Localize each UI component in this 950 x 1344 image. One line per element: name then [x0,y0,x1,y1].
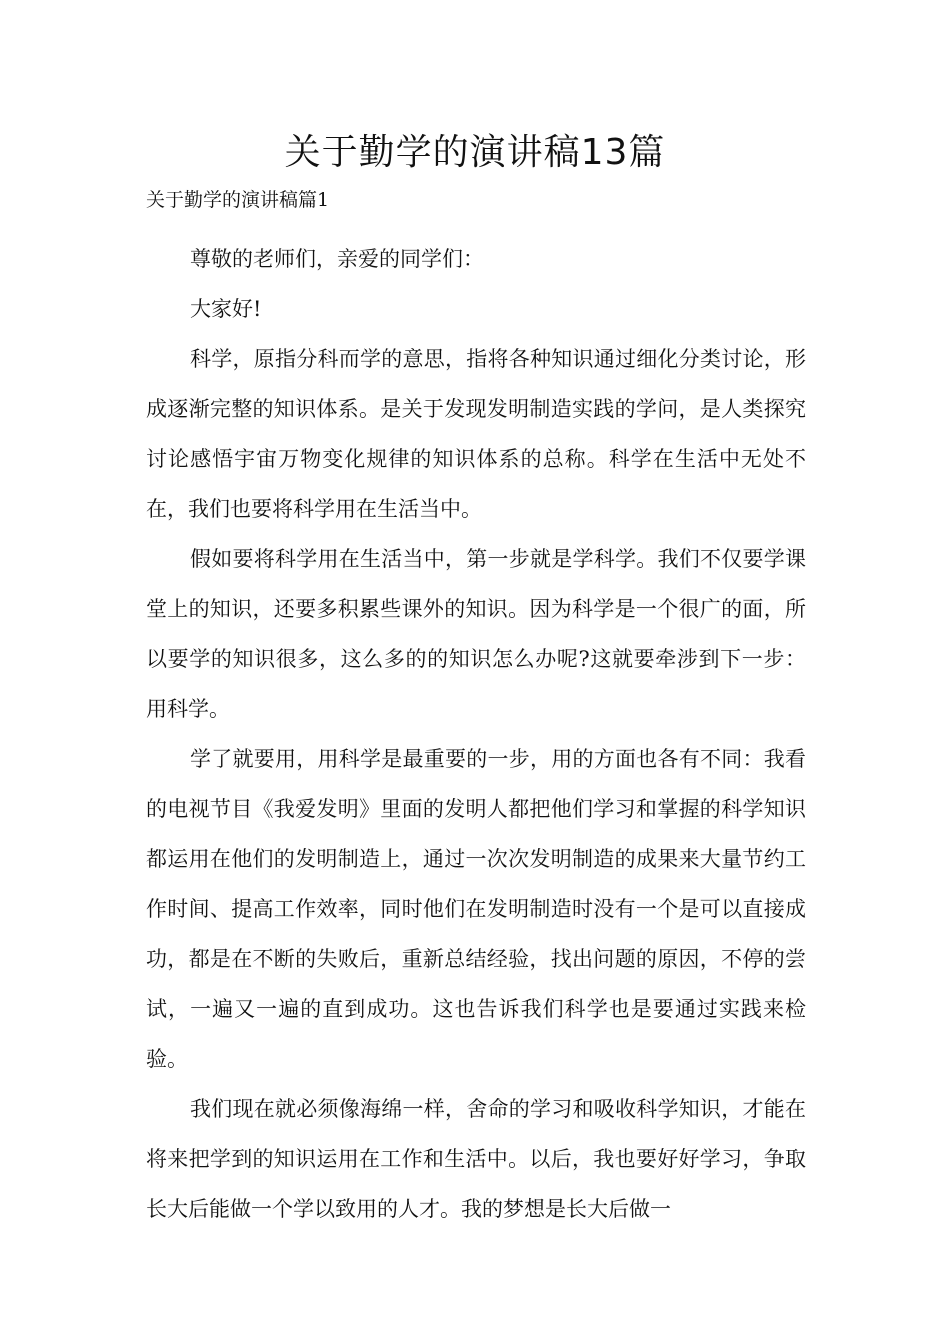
document-body [146,234,806,1234]
paragraph-use-science: 学了就要用，用科学是最重要的一步，用的方面也各有不同：我看的电视节目《我爱发明》里面的发明人都把他们学习和掌握的科学知识都运用在他们的发明制造上，通过一次次发明制造的成果来大量节约工作时间、提高工作效率，同时他们在发明制造时没有一个是可以直接成功，都是在不断的失败后，重新总结经验，找出问题的原因，不停的尝试，一遍又一遍的直到成功。这也告诉我们科学也是要通过实践来检验。 [146,747,806,1071]
paragraph-greeting: 尊敬的老师们，亲爱的同学们： [190,247,484,271]
document-title: 关于勤学的演讲稿13篇 [284,132,666,173]
section-heading: 关于勤学的演讲稿篇1 [146,189,330,211]
paragraph-learn-science: 假如要将科学用在生活当中，第一步就是学科学。我们不仅要学课堂上的知识，还要多积累些课外的知识。因为科学是一个很广的面，所以要学的知识很多，这么多的的知识怎么办呢?这就要牵涉到下一步：用科学。 [146,547,806,721]
paragraph-hello: 大家好! [190,297,262,321]
paragraph-sponge: 我们现在就必须像海绵一样，舍命的学习和吸收科学知识，才能在将来把学到的知识运用在工作和生活中。以后，我也要好好学习，争取长大后能做一个学以致用的人才。我的梦想是长大后做一 [146,1097,806,1221]
paragraph-science-definition: 科学，原指分科而学的意思，指将各种知识通过细化分类讨论，形成逐渐完整的知识体系。是关于发现发明制造实践的学问，是人类探究讨论感悟宇宙万物变化规律的知识体系的总称。科学在生活中无处不在，我们也要将科学用在生活当中。 [146,347,806,521]
